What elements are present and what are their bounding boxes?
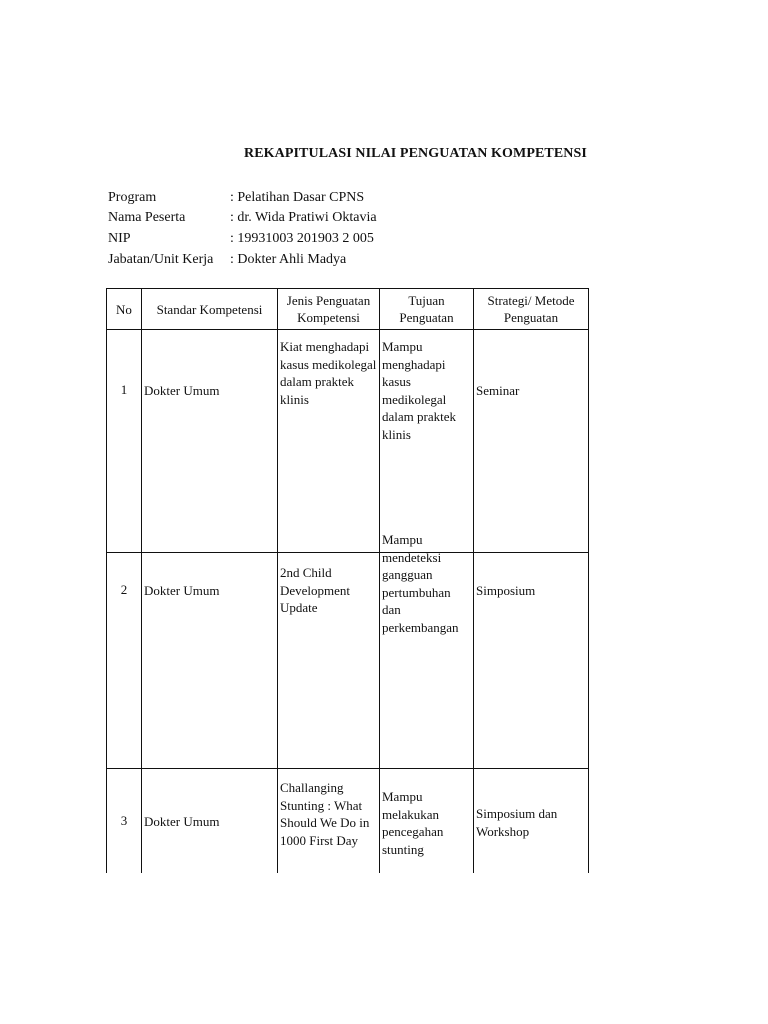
table-row	[107, 330, 589, 553]
info-value: : Pelatihan Dasar CPNS	[230, 190, 365, 205]
cell-jenis: Kiat menghadapi kasus medikolegal dalam praktek klinis	[280, 339, 377, 407]
cell-jenis: Challanging Stunting : What Should We Do in 1000 First Day	[280, 780, 370, 848]
cell-standar: Dokter Umum	[144, 383, 220, 398]
competency-table	[106, 288, 589, 873]
info-label: Program	[108, 190, 157, 205]
info-value: : Dokter Ahli Madya	[230, 252, 347, 267]
info-value: : dr. Wida Pratiwi Oktavia	[230, 210, 377, 225]
info-label: Jabatan/Unit Kerja	[108, 252, 214, 267]
info-label: NIP	[108, 231, 131, 246]
table-row	[107, 553, 589, 769]
cell-standar: Dokter Umum	[144, 814, 220, 829]
cell-no: 3	[120, 813, 128, 828]
cell-tujuan: Mampu menghadapi kasus medikolegal dalam praktek klinis	[382, 339, 456, 442]
header-standar-kompetensi: Standar Kompetensi	[142, 289, 278, 330]
info-value: : 19931003 201903 2 005	[230, 231, 374, 246]
table-header-row	[107, 289, 589, 330]
cell-no: 1	[120, 382, 128, 397]
cell-tujuan: Mampu melakukan pencegahan stunting	[382, 789, 444, 857]
cell-strategi: Simposium	[476, 583, 536, 598]
header-tujuan-penguatan: Tujuan Penguatan	[380, 289, 474, 330]
header-no: No	[107, 289, 142, 330]
cell-strategi: Simposium dan Workshop	[476, 806, 558, 839]
header-jenis-penguatan: Jenis Penguatan Kompetensi	[278, 289, 380, 330]
info-label: Nama Peserta	[108, 210, 186, 225]
document-title: REKAPITULASI NILAI PENGUATAN KOMPETENSI	[244, 146, 587, 161]
cell-jenis: 2nd Child Development Update	[280, 565, 351, 615]
cell-standar: Dokter Umum	[144, 583, 220, 598]
cell-no: 2	[120, 582, 128, 597]
cell-strategi: Seminar	[476, 383, 520, 398]
header-strategi-metode: Strategi/ Metode Penguatan	[474, 289, 589, 330]
table-row	[107, 769, 589, 874]
cell-tujuan: Mampu mendeteksi gangguan pertumbuhan dan perkembangan	[382, 532, 459, 635]
